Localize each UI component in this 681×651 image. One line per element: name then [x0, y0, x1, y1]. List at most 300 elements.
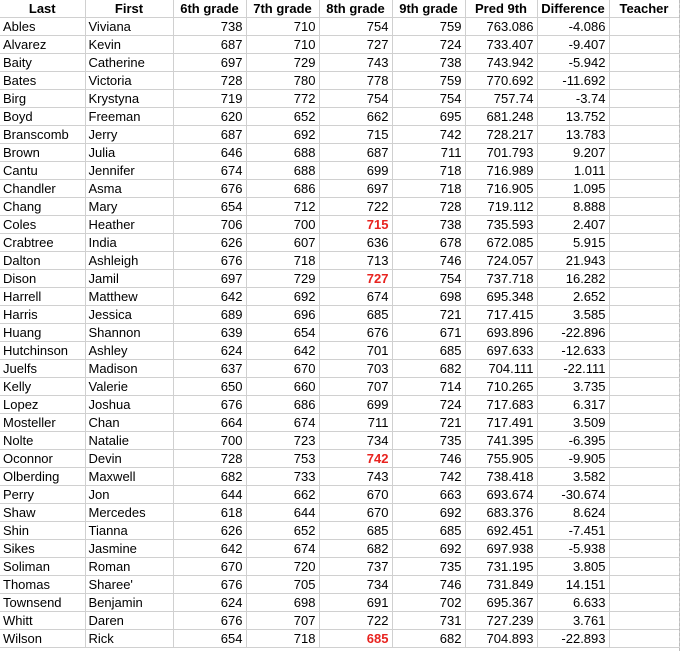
cell-difference[interactable]: 1.095	[537, 180, 609, 198]
cell-difference[interactable]: 2.652	[537, 288, 609, 306]
cell-first[interactable]: Jennifer	[85, 162, 173, 180]
cell-7th-grade[interactable]: 607	[246, 234, 319, 252]
cell-difference[interactable]: 3.582	[537, 468, 609, 486]
cell-6th-grade[interactable]: 676	[173, 252, 246, 270]
header-teacher[interactable]: Teacher	[609, 0, 679, 18]
cell-pred-9th[interactable]: 727.239	[465, 612, 537, 630]
cell-last[interactable]: Lopez	[0, 396, 85, 414]
cell-8th-grade[interactable]: 682	[319, 540, 392, 558]
header-difference[interactable]: Difference	[537, 0, 609, 18]
cell-9th-grade[interactable]: 746	[392, 576, 465, 594]
cell-7th-grade[interactable]: 700	[246, 216, 319, 234]
cell-7th-grade[interactable]: 654	[246, 324, 319, 342]
cell-difference[interactable]: -22.111	[537, 360, 609, 378]
cell-first[interactable]: Mercedes	[85, 504, 173, 522]
cell-9th-grade[interactable]: 711	[392, 144, 465, 162]
cell-8th-grade[interactable]: 743	[319, 468, 392, 486]
cell-last[interactable]: Nolte	[0, 432, 85, 450]
cell-8th-grade[interactable]: 711	[319, 414, 392, 432]
cell-first[interactable]: Ashleigh	[85, 252, 173, 270]
cell-8th-grade[interactable]: 722	[319, 612, 392, 630]
cell-6th-grade[interactable]: 706	[173, 216, 246, 234]
cell-7th-grade[interactable]: 720	[246, 558, 319, 576]
cell-8th-grade[interactable]: 734	[319, 432, 392, 450]
cell-last[interactable]: Dalton	[0, 252, 85, 270]
cell-9th-grade[interactable]: 742	[392, 468, 465, 486]
cell-6th-grade[interactable]: 624	[173, 342, 246, 360]
cell-last[interactable]: Boyd	[0, 108, 85, 126]
cell-9th-grade[interactable]: 735	[392, 558, 465, 576]
cell-first[interactable]: Daren	[85, 612, 173, 630]
cell-9th-grade[interactable]: 759	[392, 18, 465, 36]
cell-last[interactable]: Crabtree	[0, 234, 85, 252]
cell-last[interactable]: Soliman	[0, 558, 85, 576]
cell-6th-grade[interactable]: 644	[173, 486, 246, 504]
cell-6th-grade[interactable]: 639	[173, 324, 246, 342]
cell-last[interactable]: Huang	[0, 324, 85, 342]
cell-9th-grade[interactable]: 698	[392, 288, 465, 306]
cell-9th-grade[interactable]: 718	[392, 180, 465, 198]
cell-9th-grade[interactable]: 735	[392, 432, 465, 450]
cell-7th-grade[interactable]: 718	[246, 630, 319, 648]
cell-last[interactable]: Sikes	[0, 540, 85, 558]
cell-8th-grade[interactable]: 737	[319, 558, 392, 576]
cell-pred-9th[interactable]: 741.395	[465, 432, 537, 450]
cell-pred-9th[interactable]: 697.633	[465, 342, 537, 360]
cell-pred-9th[interactable]: 704.111	[465, 360, 537, 378]
cell-8th-grade[interactable]: 754	[319, 18, 392, 36]
cell-9th-grade[interactable]: 682	[392, 630, 465, 648]
cell-9th-grade[interactable]: 685	[392, 522, 465, 540]
cell-8th-grade[interactable]: 722	[319, 198, 392, 216]
cell-last[interactable]: Chang	[0, 198, 85, 216]
cell-difference[interactable]: 5.915	[537, 234, 609, 252]
cell-7th-grade[interactable]: 644	[246, 504, 319, 522]
cell-first[interactable]: Victoria	[85, 72, 173, 90]
cell-6th-grade[interactable]: 689	[173, 306, 246, 324]
cell-pred-9th[interactable]: 717.683	[465, 396, 537, 414]
cell-7th-grade[interactable]: 753	[246, 450, 319, 468]
cell-6th-grade[interactable]: 650	[173, 378, 246, 396]
cell-6th-grade[interactable]: 624	[173, 594, 246, 612]
cell-teacher[interactable]	[609, 162, 679, 180]
cell-8th-grade[interactable]: 670	[319, 486, 392, 504]
cell-8th-grade[interactable]: 687	[319, 144, 392, 162]
cell-7th-grade[interactable]: 729	[246, 54, 319, 72]
cell-pred-9th[interactable]: 731.195	[465, 558, 537, 576]
cell-6th-grade[interactable]: 676	[173, 180, 246, 198]
cell-6th-grade[interactable]: 687	[173, 126, 246, 144]
cell-7th-grade[interactable]: 712	[246, 198, 319, 216]
cell-first[interactable]: Mary	[85, 198, 173, 216]
cell-difference[interactable]: -9.905	[537, 450, 609, 468]
cell-7th-grade[interactable]: 710	[246, 18, 319, 36]
cell-8th-grade[interactable]: 699	[319, 396, 392, 414]
cell-6th-grade[interactable]: 697	[173, 270, 246, 288]
cell-teacher[interactable]	[609, 72, 679, 90]
header-7th-grade[interactable]: 7th grade	[246, 0, 319, 18]
cell-teacher[interactable]	[609, 18, 679, 36]
cell-teacher[interactable]	[609, 540, 679, 558]
cell-8th-grade[interactable]: 691	[319, 594, 392, 612]
cell-6th-grade[interactable]: 728	[173, 450, 246, 468]
cell-pred-9th[interactable]: 683.376	[465, 504, 537, 522]
cell-first[interactable]: Asma	[85, 180, 173, 198]
cell-8th-grade[interactable]: 699	[319, 162, 392, 180]
cell-6th-grade[interactable]: 700	[173, 432, 246, 450]
cell-7th-grade[interactable]: 733	[246, 468, 319, 486]
cell-6th-grade[interactable]: 642	[173, 288, 246, 306]
cell-6th-grade[interactable]: 618	[173, 504, 246, 522]
cell-9th-grade[interactable]: 678	[392, 234, 465, 252]
cell-6th-grade[interactable]: 728	[173, 72, 246, 90]
cell-9th-grade[interactable]: 731	[392, 612, 465, 630]
cell-first[interactable]: Kevin	[85, 36, 173, 54]
cell-last[interactable]: Bates	[0, 72, 85, 90]
cell-6th-grade[interactable]: 664	[173, 414, 246, 432]
cell-first[interactable]: Maxwell	[85, 468, 173, 486]
cell-teacher[interactable]	[609, 630, 679, 648]
cell-9th-grade[interactable]: 746	[392, 450, 465, 468]
cell-6th-grade[interactable]: 676	[173, 576, 246, 594]
cell-first[interactable]: Madison	[85, 360, 173, 378]
cell-6th-grade[interactable]: 738	[173, 18, 246, 36]
cell-last[interactable]: Harrell	[0, 288, 85, 306]
cell-7th-grade[interactable]: 642	[246, 342, 319, 360]
cell-first[interactable]: India	[85, 234, 173, 252]
cell-first[interactable]: Benjamin	[85, 594, 173, 612]
cell-teacher[interactable]	[609, 342, 679, 360]
cell-7th-grade[interactable]: 780	[246, 72, 319, 90]
cell-difference[interactable]: 21.943	[537, 252, 609, 270]
cell-teacher[interactable]	[609, 288, 679, 306]
cell-teacher[interactable]	[609, 252, 679, 270]
cell-difference[interactable]: -5.942	[537, 54, 609, 72]
cell-8th-grade[interactable]: 715	[319, 126, 392, 144]
cell-last[interactable]: Branscomb	[0, 126, 85, 144]
cell-teacher[interactable]	[609, 90, 679, 108]
cell-teacher[interactable]	[609, 198, 679, 216]
cell-8th-grade[interactable]: 754	[319, 90, 392, 108]
cell-7th-grade[interactable]: 686	[246, 396, 319, 414]
cell-last[interactable]: Perry	[0, 486, 85, 504]
cell-first[interactable]: Natalie	[85, 432, 173, 450]
cell-difference[interactable]: 8.888	[537, 198, 609, 216]
cell-last[interactable]: Baity	[0, 54, 85, 72]
cell-8th-grade[interactable]: 727	[319, 36, 392, 54]
cell-teacher[interactable]	[609, 270, 679, 288]
cell-9th-grade[interactable]: 742	[392, 126, 465, 144]
cell-pred-9th[interactable]: 695.348	[465, 288, 537, 306]
cell-difference[interactable]: -11.692	[537, 72, 609, 90]
cell-8th-grade[interactable]: 778	[319, 72, 392, 90]
cell-pred-9th[interactable]: 692.451	[465, 522, 537, 540]
cell-8th-grade[interactable]: 727	[319, 270, 392, 288]
cell-9th-grade[interactable]: 663	[392, 486, 465, 504]
cell-6th-grade[interactable]: 676	[173, 612, 246, 630]
cell-first[interactable]: Valerie	[85, 378, 173, 396]
cell-7th-grade[interactable]: 723	[246, 432, 319, 450]
cell-8th-grade[interactable]: 713	[319, 252, 392, 270]
cell-7th-grade[interactable]: 688	[246, 144, 319, 162]
cell-last[interactable]: Shaw	[0, 504, 85, 522]
cell-9th-grade[interactable]: 759	[392, 72, 465, 90]
cell-7th-grade[interactable]: 674	[246, 540, 319, 558]
cell-8th-grade[interactable]: 636	[319, 234, 392, 252]
cell-last[interactable]: Alvarez	[0, 36, 85, 54]
cell-7th-grade[interactable]: 692	[246, 288, 319, 306]
cell-first[interactable]: Rick	[85, 630, 173, 648]
cell-9th-grade[interactable]: 754	[392, 90, 465, 108]
cell-7th-grade[interactable]: 686	[246, 180, 319, 198]
cell-pred-9th[interactable]: 716.989	[465, 162, 537, 180]
cell-6th-grade[interactable]: 674	[173, 162, 246, 180]
cell-teacher[interactable]	[609, 594, 679, 612]
cell-first[interactable]: Freeman	[85, 108, 173, 126]
cell-last[interactable]: Thomas	[0, 576, 85, 594]
cell-teacher[interactable]	[609, 558, 679, 576]
header-pred-9th[interactable]: Pred 9th	[465, 0, 537, 18]
header-6th-grade[interactable]: 6th grade	[173, 0, 246, 18]
cell-9th-grade[interactable]: 695	[392, 108, 465, 126]
cell-difference[interactable]: 3.585	[537, 306, 609, 324]
cell-9th-grade[interactable]: 682	[392, 360, 465, 378]
cell-first[interactable]: Viviana	[85, 18, 173, 36]
cell-pred-9th[interactable]: 704.893	[465, 630, 537, 648]
cell-9th-grade[interactable]: 738	[392, 216, 465, 234]
cell-8th-grade[interactable]: 703	[319, 360, 392, 378]
cell-last[interactable]: Oconnor	[0, 450, 85, 468]
cell-first[interactable]: Heather	[85, 216, 173, 234]
cell-pred-9th[interactable]: 710.265	[465, 378, 537, 396]
cell-7th-grade[interactable]: 718	[246, 252, 319, 270]
cell-7th-grade[interactable]: 670	[246, 360, 319, 378]
cell-pred-9th[interactable]: 757.74	[465, 90, 537, 108]
cell-7th-grade[interactable]: 688	[246, 162, 319, 180]
cell-difference[interactable]: 3.509	[537, 414, 609, 432]
cell-first[interactable]: Chan	[85, 414, 173, 432]
cell-7th-grade[interactable]: 696	[246, 306, 319, 324]
cell-difference[interactable]: -7.451	[537, 522, 609, 540]
cell-pred-9th[interactable]: 716.905	[465, 180, 537, 198]
cell-difference[interactable]: -22.893	[537, 630, 609, 648]
cell-6th-grade[interactable]: 687	[173, 36, 246, 54]
cell-pred-9th[interactable]: 733.407	[465, 36, 537, 54]
cell-difference[interactable]: 13.752	[537, 108, 609, 126]
cell-pred-9th[interactable]: 717.415	[465, 306, 537, 324]
cell-first[interactable]: Joshua	[85, 396, 173, 414]
cell-first[interactable]: Matthew	[85, 288, 173, 306]
cell-9th-grade[interactable]: 721	[392, 306, 465, 324]
cell-9th-grade[interactable]: 724	[392, 36, 465, 54]
cell-9th-grade[interactable]: 738	[392, 54, 465, 72]
cell-teacher[interactable]	[609, 234, 679, 252]
cell-7th-grade[interactable]: 710	[246, 36, 319, 54]
cell-first[interactable]: Jamil	[85, 270, 173, 288]
cell-teacher[interactable]	[609, 144, 679, 162]
cell-9th-grade[interactable]: 671	[392, 324, 465, 342]
cell-teacher[interactable]	[609, 504, 679, 522]
header-first[interactable]: First	[85, 0, 173, 18]
cell-7th-grade[interactable]: 652	[246, 108, 319, 126]
cell-last[interactable]: Cantu	[0, 162, 85, 180]
cell-difference[interactable]: 6.633	[537, 594, 609, 612]
cell-8th-grade[interactable]: 685	[319, 522, 392, 540]
cell-teacher[interactable]	[609, 54, 679, 72]
cell-first[interactable]: Jessica	[85, 306, 173, 324]
cell-first[interactable]: Jasmine	[85, 540, 173, 558]
cell-6th-grade[interactable]: 682	[173, 468, 246, 486]
cell-6th-grade[interactable]: 719	[173, 90, 246, 108]
cell-first[interactable]: Sharee'	[85, 576, 173, 594]
cell-9th-grade[interactable]: 754	[392, 270, 465, 288]
cell-teacher[interactable]	[609, 486, 679, 504]
header-last[interactable]: Last	[0, 0, 85, 18]
cell-8th-grade[interactable]: 707	[319, 378, 392, 396]
cell-pred-9th[interactable]: 701.793	[465, 144, 537, 162]
cell-pred-9th[interactable]: 695.367	[465, 594, 537, 612]
cell-last[interactable]: Juelfs	[0, 360, 85, 378]
cell-teacher[interactable]	[609, 126, 679, 144]
cell-7th-grade[interactable]: 772	[246, 90, 319, 108]
cell-7th-grade[interactable]: 707	[246, 612, 319, 630]
cell-last[interactable]: Coles	[0, 216, 85, 234]
cell-9th-grade[interactable]: 718	[392, 162, 465, 180]
cell-8th-grade[interactable]: 676	[319, 324, 392, 342]
cell-9th-grade[interactable]: 728	[392, 198, 465, 216]
cell-first[interactable]: Roman	[85, 558, 173, 576]
cell-teacher[interactable]	[609, 432, 679, 450]
cell-7th-grade[interactable]: 674	[246, 414, 319, 432]
cell-8th-grade[interactable]: 743	[319, 54, 392, 72]
cell-difference[interactable]: 16.282	[537, 270, 609, 288]
cell-pred-9th[interactable]: 737.718	[465, 270, 537, 288]
cell-7th-grade[interactable]: 660	[246, 378, 319, 396]
cell-6th-grade[interactable]: 626	[173, 234, 246, 252]
cell-last[interactable]: Hutchinson	[0, 342, 85, 360]
cell-pred-9th[interactable]: 755.905	[465, 450, 537, 468]
cell-9th-grade[interactable]: 702	[392, 594, 465, 612]
cell-9th-grade[interactable]: 692	[392, 504, 465, 522]
cell-8th-grade[interactable]: 685	[319, 630, 392, 648]
cell-9th-grade[interactable]: 692	[392, 540, 465, 558]
cell-difference[interactable]: -6.395	[537, 432, 609, 450]
cell-difference[interactable]: 3.735	[537, 378, 609, 396]
cell-teacher[interactable]	[609, 522, 679, 540]
header-8th-grade[interactable]: 8th grade	[319, 0, 392, 18]
cell-teacher[interactable]	[609, 324, 679, 342]
cell-first[interactable]: Devin	[85, 450, 173, 468]
cell-difference[interactable]: -5.938	[537, 540, 609, 558]
cell-9th-grade[interactable]: 721	[392, 414, 465, 432]
cell-last[interactable]: Harris	[0, 306, 85, 324]
cell-pred-9th[interactable]: 770.692	[465, 72, 537, 90]
cell-teacher[interactable]	[609, 468, 679, 486]
cell-last[interactable]: Whitt	[0, 612, 85, 630]
cell-6th-grade[interactable]: 637	[173, 360, 246, 378]
cell-teacher[interactable]	[609, 360, 679, 378]
cell-6th-grade[interactable]: 654	[173, 630, 246, 648]
cell-pred-9th[interactable]: 728.217	[465, 126, 537, 144]
cell-last[interactable]: Chandler	[0, 180, 85, 198]
cell-teacher[interactable]	[609, 378, 679, 396]
cell-teacher[interactable]	[609, 396, 679, 414]
cell-teacher[interactable]	[609, 450, 679, 468]
cell-6th-grade[interactable]: 676	[173, 396, 246, 414]
cell-pred-9th[interactable]: 724.057	[465, 252, 537, 270]
cell-8th-grade[interactable]: 701	[319, 342, 392, 360]
cell-first[interactable]: Julia	[85, 144, 173, 162]
cell-pred-9th[interactable]: 763.086	[465, 18, 537, 36]
cell-pred-9th[interactable]: 697.938	[465, 540, 537, 558]
cell-6th-grade[interactable]: 620	[173, 108, 246, 126]
cell-last[interactable]: Shin	[0, 522, 85, 540]
cell-8th-grade[interactable]: 742	[319, 450, 392, 468]
cell-difference[interactable]: 8.624	[537, 504, 609, 522]
cell-8th-grade[interactable]: 670	[319, 504, 392, 522]
cell-difference[interactable]: 3.761	[537, 612, 609, 630]
cell-6th-grade[interactable]: 626	[173, 522, 246, 540]
cell-pred-9th[interactable]: 738.418	[465, 468, 537, 486]
cell-teacher[interactable]	[609, 216, 679, 234]
cell-first[interactable]: Shannon	[85, 324, 173, 342]
cell-difference[interactable]: 9.207	[537, 144, 609, 162]
cell-6th-grade[interactable]: 646	[173, 144, 246, 162]
cell-last[interactable]: Dison	[0, 270, 85, 288]
cell-9th-grade[interactable]: 685	[392, 342, 465, 360]
cell-difference[interactable]: -12.633	[537, 342, 609, 360]
cell-pred-9th[interactable]: 735.593	[465, 216, 537, 234]
cell-teacher[interactable]	[609, 576, 679, 594]
cell-last[interactable]: Olberding	[0, 468, 85, 486]
cell-6th-grade[interactable]: 670	[173, 558, 246, 576]
cell-7th-grade[interactable]: 662	[246, 486, 319, 504]
cell-8th-grade[interactable]: 734	[319, 576, 392, 594]
header-9th-grade[interactable]: 9th grade	[392, 0, 465, 18]
cell-difference[interactable]: -9.407	[537, 36, 609, 54]
cell-teacher[interactable]	[609, 108, 679, 126]
cell-teacher[interactable]	[609, 612, 679, 630]
cell-9th-grade[interactable]: 724	[392, 396, 465, 414]
cell-last[interactable]: Mosteller	[0, 414, 85, 432]
cell-difference[interactable]: -3.74	[537, 90, 609, 108]
cell-6th-grade[interactable]: 642	[173, 540, 246, 558]
cell-6th-grade[interactable]: 697	[173, 54, 246, 72]
cell-difference[interactable]: 14.151	[537, 576, 609, 594]
cell-pred-9th[interactable]: 693.674	[465, 486, 537, 504]
cell-last[interactable]: Ables	[0, 18, 85, 36]
cell-pred-9th[interactable]: 719.112	[465, 198, 537, 216]
cell-difference[interactable]: -22.896	[537, 324, 609, 342]
cell-pred-9th[interactable]: 681.248	[465, 108, 537, 126]
cell-pred-9th[interactable]: 731.849	[465, 576, 537, 594]
cell-pred-9th[interactable]: 672.085	[465, 234, 537, 252]
cell-last[interactable]: Wilson	[0, 630, 85, 648]
cell-9th-grade[interactable]: 714	[392, 378, 465, 396]
cell-7th-grade[interactable]: 652	[246, 522, 319, 540]
cell-teacher[interactable]	[609, 306, 679, 324]
cell-8th-grade[interactable]: 674	[319, 288, 392, 306]
cell-7th-grade[interactable]: 729	[246, 270, 319, 288]
cell-first[interactable]: Jon	[85, 486, 173, 504]
cell-difference[interactable]: 13.783	[537, 126, 609, 144]
cell-last[interactable]: Birg	[0, 90, 85, 108]
cell-difference[interactable]: 2.407	[537, 216, 609, 234]
cell-8th-grade[interactable]: 685	[319, 306, 392, 324]
cell-7th-grade[interactable]: 705	[246, 576, 319, 594]
cell-first[interactable]: Krystyna	[85, 90, 173, 108]
cell-pred-9th[interactable]: 743.942	[465, 54, 537, 72]
